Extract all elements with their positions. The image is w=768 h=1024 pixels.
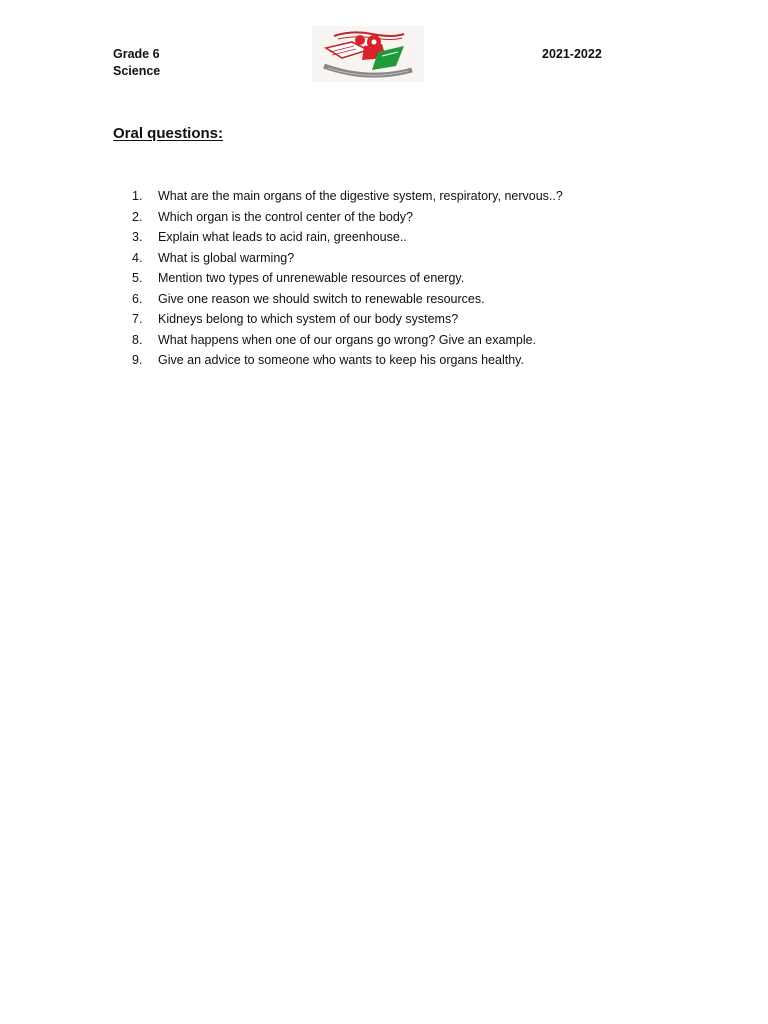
list-item <box>132 311 563 332</box>
grade-label: Grade 6 <box>113 47 160 61</box>
question-number: 2. <box>132 209 143 224</box>
school-year: 2021-2022 <box>542 47 602 61</box>
list-item <box>132 188 563 209</box>
question-text: Give an advice to someone who wants to keep his organs healthy. <box>158 353 524 367</box>
list-item <box>132 270 563 291</box>
question-text: Mention two types of unrenewable resources of energy. <box>158 271 465 285</box>
question-text: Which organ is the control center of the body? <box>158 209 414 224</box>
list-item <box>132 291 563 312</box>
list-item <box>132 250 563 271</box>
question-number: 6. <box>132 291 143 306</box>
question-text: What are the main organs of the digestive system, respiratory, nervous..? <box>158 189 563 203</box>
list-item <box>132 209 563 230</box>
question-number: 5. <box>132 271 143 285</box>
school-logo-graphic <box>312 26 424 82</box>
question-number: 8. <box>132 332 143 347</box>
question-text: Explain what leads to acid rain, greenhouse.. <box>158 230 407 244</box>
school-logo-icon <box>312 26 424 82</box>
question-number: 9. <box>132 353 143 367</box>
question-text: What is global warming? <box>158 250 295 265</box>
question-number: 7. <box>132 312 143 326</box>
page-title: Oral questions: <box>113 125 224 142</box>
question-number: 1. <box>132 189 143 203</box>
question-text: Give one reason we should switch to renewable resources. <box>158 291 485 306</box>
list-item <box>132 352 563 373</box>
list-item <box>132 229 563 250</box>
question-text: What happens when one of our organs go wrong? Give an example. <box>158 332 537 347</box>
question-list <box>132 188 563 373</box>
list-item <box>132 332 563 353</box>
header-left <box>113 46 160 80</box>
question-number: 3. <box>132 230 143 244</box>
question-number: 4. <box>132 250 143 265</box>
subject-label: Science <box>113 64 161 78</box>
question-text: Kidneys belong to which system of our body systems? <box>158 312 459 326</box>
